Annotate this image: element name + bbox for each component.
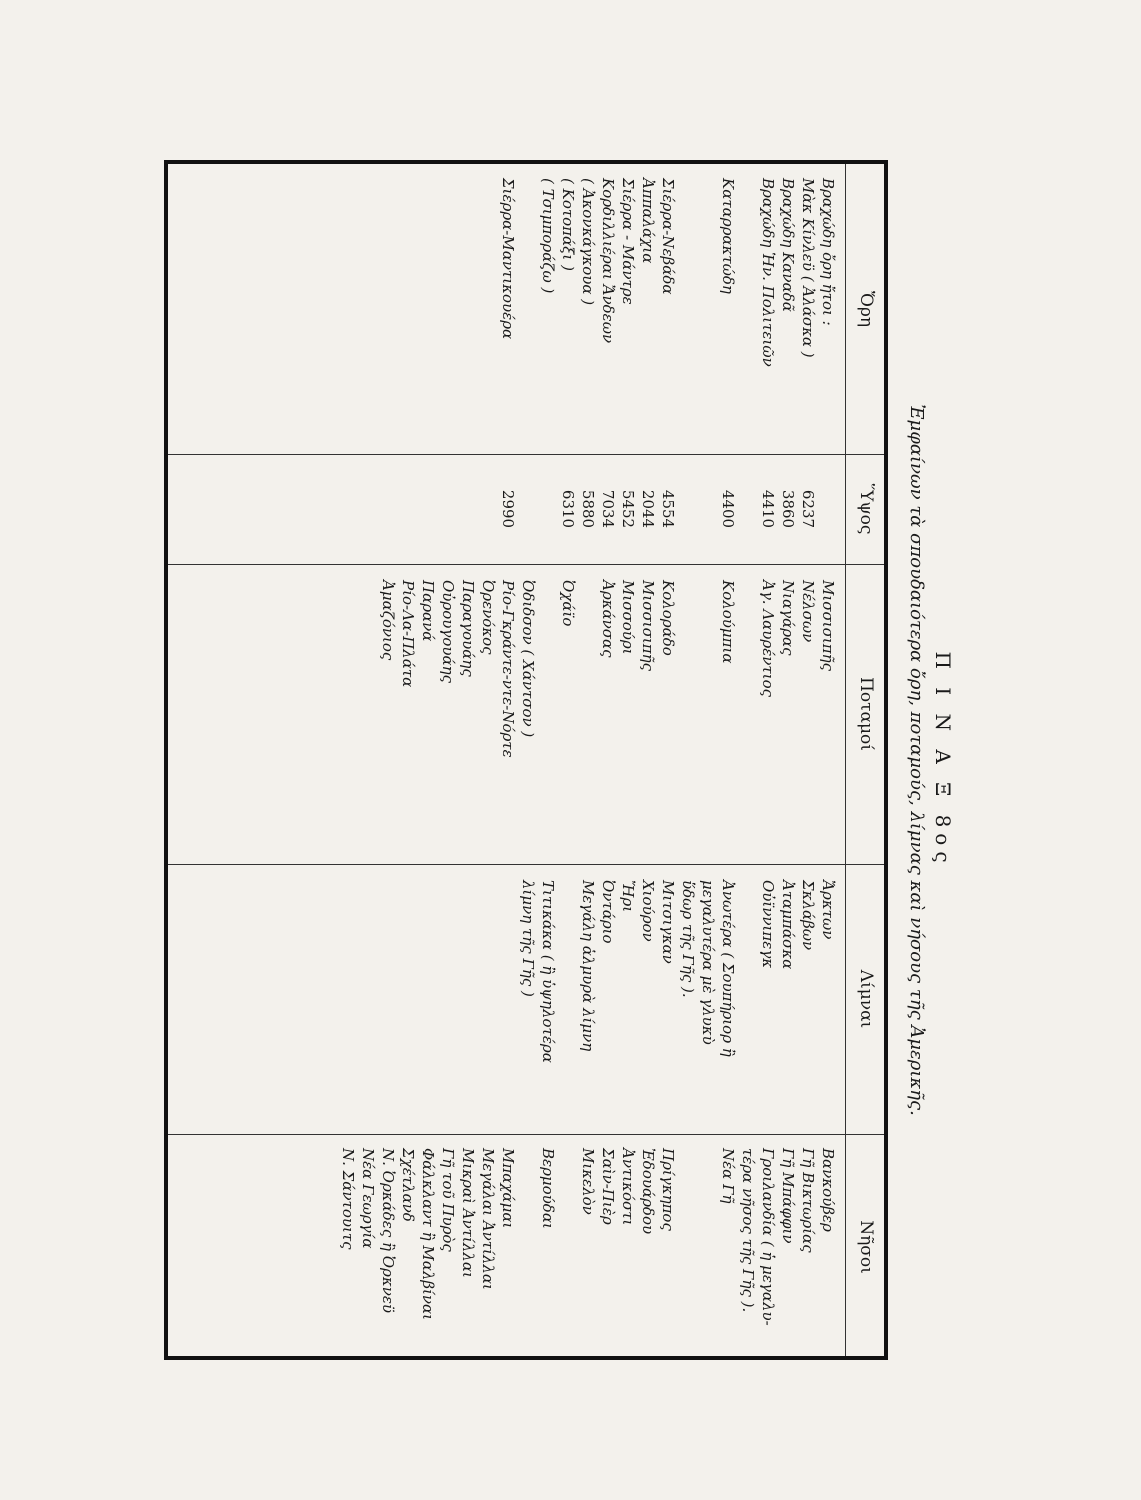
rivers-entry: Οὐρουγουάης: [439, 580, 457, 684]
rivers-entry: [698, 580, 718, 860]
lakes-entry: Ὀντάριο: [599, 880, 617, 944]
islands-entry: Ν. Ὀρκάδες ἢ Ὀρκνεϋ: [379, 1148, 397, 1313]
rivers-entry: Ὀδιδσον ( Χάντσον ): [519, 580, 537, 738]
islands-entry: Σχέτλανδ: [399, 1148, 417, 1222]
rivers-entry: Μισσισιπῆς: [639, 580, 657, 671]
islands-entry: Γῆ Βικτωρίας: [799, 1148, 817, 1253]
lakes-column: [518, 880, 838, 1130]
islands-entry: τέρα νῆσος τῆς Γῆς ).: [739, 1148, 757, 1313]
rivers-entry: Μισσούρι: [619, 580, 637, 655]
islands-entry: Ἐδουάρδου: [639, 1148, 657, 1235]
heights-entry: [738, 454, 758, 564]
lakes-entry: [738, 880, 758, 1130]
mountains-entry: Σιέρρα-Νεβάδα: [659, 178, 677, 295]
heights-entry: [538, 454, 558, 564]
islands-entry: [558, 1148, 578, 1358]
lakes-entry: Σκλάβων: [799, 880, 817, 951]
mountains-entry: Βραχώδη ὄρη ἤτοι :: [819, 178, 837, 326]
lakes-entry: Ἀταμπάσκα: [779, 880, 797, 970]
heights-entry: 4410: [759, 489, 777, 529]
mountains-entry: ( Ἀκονκάγκουα ): [579, 178, 597, 306]
islands-entry: Νέα Γεωργία: [359, 1148, 377, 1249]
rotated-table-sheet: [120, 140, 985, 1380]
heights-entry: [678, 454, 698, 564]
rivers-entry: Ρίο-Λα-Πλάτα: [399, 580, 417, 688]
islands-entry: Μικραὶ Ἀντίλλαι: [459, 1148, 477, 1278]
mountains-entry: Σιέρρα - Μάντρε: [619, 178, 637, 305]
rivers-entry: [738, 580, 758, 860]
rivers-entry: Ἀγ. Λαυρέντιος: [759, 580, 777, 698]
heights-entry: 5880: [579, 489, 597, 529]
heights-entry: 2044: [639, 489, 657, 529]
lakes-entry: Χιούρον: [639, 880, 657, 942]
rivers-entry: Μισσισιπῆς: [819, 580, 837, 671]
islands-entry: Μεγάλαι Ἀντίλλαι: [479, 1148, 497, 1290]
lakes-entry: μεγαλυτέρα μὲ γλυκὺ: [699, 880, 717, 1045]
plate-title: Π Ι Ν Α Ξ 8ος: [931, 651, 955, 869]
column-divider: [168, 564, 884, 565]
heights-entry: [818, 454, 838, 564]
mountains-entry: Ἀππαλάχια: [639, 178, 657, 264]
heights-entry: 4554: [659, 489, 677, 529]
mountains-entry: Βραχώδη Καναδᾶ: [779, 178, 797, 312]
islands-entry: [518, 1148, 538, 1358]
lakes-entry: [558, 880, 578, 1130]
rivers-entry: Κολοράδο: [659, 580, 677, 656]
mountains-entry: Βραχώδη Ἡν. Πολιτειῶν: [759, 178, 777, 367]
rivers-entry: Κολούμπια: [719, 580, 737, 664]
islands-entry: [678, 1148, 698, 1358]
mountains-entry: [518, 178, 538, 448]
lakes-entry: Ἄρκτων: [819, 880, 837, 940]
rivers-entry: Παραγουάης: [459, 580, 477, 677]
heights-entry: [698, 454, 718, 564]
islands-column: [338, 1148, 838, 1358]
mountains-entry: [698, 178, 718, 448]
rivers-entry: Ἀρκάνσας: [599, 580, 617, 658]
column-divider: [168, 1134, 884, 1135]
rivers-entry: Παρανά: [419, 580, 437, 642]
header-rule: [845, 164, 846, 1356]
column-divider: [168, 864, 884, 865]
rivers-entry: [678, 580, 698, 860]
islands-entry: Βανκούβερ: [819, 1148, 837, 1232]
islands-entry: Σαὶν-Πιὲρ: [599, 1148, 617, 1225]
islands-entry: Φάλκλαντ ἢ Μαλβίναι: [419, 1148, 437, 1321]
islands-entry: Πρίγκηπος: [659, 1148, 677, 1231]
rivers-entry: Ὀρενόκος: [479, 580, 497, 655]
islands-entry: Μικελὸν: [579, 1148, 597, 1215]
header-lakes: Λίμναι: [856, 969, 876, 1029]
lakes-entry: Τιτικάκα ( ἢ ὑψηλοτέρα: [539, 880, 557, 1063]
mountains-entry: Σιέρρα-Μαντικουέρα: [499, 178, 517, 340]
rivers-entry: Νέλσων: [799, 580, 817, 643]
mountains-entry: Καταρρακτώδη: [719, 178, 737, 294]
heights-entry: 5452: [619, 489, 637, 529]
islands-entry: Βερμούδαι: [539, 1148, 557, 1229]
mountains-entry: ( Τσιμποράζω ): [539, 178, 557, 294]
mountains-entry: ( Κοτοπάξι ): [559, 178, 577, 271]
heights-entry: 3860: [779, 489, 797, 529]
heights-entry: 6310: [559, 489, 577, 529]
header-rivers: Ποταμοί: [856, 677, 876, 751]
lakes-entry: ὕδωρ τῆς Γῆς ).: [679, 880, 697, 998]
mountains-entry: Κορδιλλιέραι Ἄνδεων: [599, 178, 617, 344]
islands-entry: Ἀντικόστι: [619, 1148, 637, 1226]
lakes-entry: Ἤρι: [619, 880, 637, 913]
islands-entry: Γροιλανδία ( ἡ μεγαλυ-: [759, 1148, 777, 1326]
mountains-entry: [678, 178, 698, 448]
islands-entry: Γῆ τοῦ Πυρὸς: [439, 1148, 457, 1252]
rivers-entry: Ὀχάϊο: [559, 580, 577, 627]
islands-entry: Ν. Σάντουιτς: [339, 1148, 357, 1250]
header-height: Ὕψος: [856, 483, 876, 535]
rivers-entry: Ἀμαζόνιος: [379, 580, 397, 661]
islands-entry: Νέα Γῆ: [719, 1148, 737, 1204]
heights-entry: 6237: [799, 489, 817, 529]
mountains-entry: Μὰκ Κίνλεϋ ( Ἀλάσκα ): [799, 178, 817, 358]
lakes-entry: λίμνη τῆς Γῆς ): [519, 880, 537, 997]
islands-entry: Γῆ Μπάφφιν: [779, 1148, 797, 1244]
header-islands: Νῆσοι: [856, 1220, 876, 1274]
heights-entry: 4400: [719, 489, 737, 529]
rivers-entry: Νιαγάρας: [779, 580, 797, 656]
mountains-column: [498, 178, 838, 448]
rivers-entry: [538, 580, 558, 860]
heights-entry: 2990: [499, 489, 517, 529]
heights-column: [498, 454, 838, 564]
heights-entry: [518, 454, 538, 564]
rivers-entry: Ρίο-Γκράντε-ντε-Νόρτε: [499, 580, 517, 758]
rivers-entry: [578, 580, 598, 860]
header-mountains: Ὄρη: [856, 290, 876, 328]
lakes-entry: Μεγάλη ἁλμυρὰ λίμνη: [579, 880, 597, 1052]
heights-entry: 7034: [599, 489, 617, 529]
islands-entry: [698, 1148, 718, 1358]
lakes-entry: Ἀνωτέρα ( Σουπήριορ ἢ: [719, 880, 737, 1057]
data-table: [164, 160, 888, 1360]
rivers-column: [378, 580, 838, 860]
plate-subtitle: Ἐμφαίνων τὰ σπουδαιότερα ὄρη, ποταμούς, λίμνας καὶ νήσους τῆς Ἀμερικῆς.: [906, 404, 927, 1116]
lakes-entry: Οὐϊννιπεγκ: [759, 880, 777, 969]
lakes-entry: Μιτσιγκαν: [659, 880, 677, 964]
islands-entry: Μπαχάμαι: [499, 1148, 517, 1229]
mountains-entry: [738, 178, 758, 448]
